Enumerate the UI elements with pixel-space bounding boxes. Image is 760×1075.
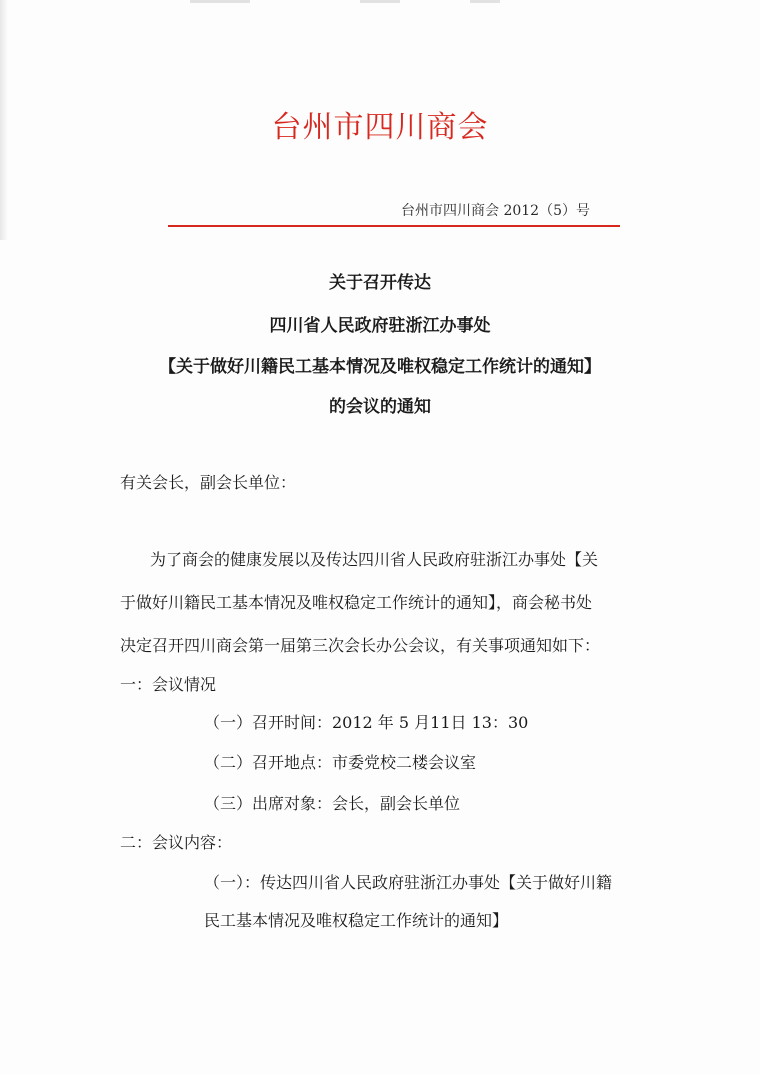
scan-speck xyxy=(190,0,250,3)
section2-title: 二：会议内容： xyxy=(120,833,233,852)
scan-speck xyxy=(470,0,500,3)
section2-item-line-2: 民工基本情况及唯权稳定工作统计的通知】 xyxy=(204,911,509,930)
org-name-title: 台州市四川商会 xyxy=(271,110,489,145)
document-number: 台州市四川商会 2012（5）号 xyxy=(401,203,590,219)
intro-line-3: 决定召开四川商会第一届第三次会长办公会议，有关事项通知如下： xyxy=(120,636,601,655)
addressee: 有关会长，副会长单位： xyxy=(120,473,297,492)
section2-item-line-1: （一）：传达四川省人民政府驻浙江办事处【关于做好川籍 xyxy=(204,873,613,892)
section1-title: 一：会议情况 xyxy=(120,675,217,694)
heading-line-1: 关于召开传达 xyxy=(329,273,431,293)
red-divider xyxy=(168,225,620,227)
section1-item-time: （一）召开时间：2012 年 5 月11日 13：30 xyxy=(204,713,529,732)
section1-item-place: （二）召开地点：市委党校二楼会议室 xyxy=(204,753,477,772)
intro-line-2: 于做好川籍民工基本情况及唯权稳定工作统计的通知】，商会秘书处 xyxy=(120,593,593,612)
scan-speck xyxy=(360,0,400,3)
intro-line-1: 为了商会的健康发展以及传达四川省人民政府驻浙江办事处【关 xyxy=(150,550,599,569)
heading-line-3: 【关于做好川籍民工基本情况及唯权稳定工作统计的通知】 xyxy=(159,357,601,377)
section1-item-attendees: （三）出席对象：会长，副会长单位 xyxy=(204,794,461,813)
heading-line-4: 的会议的通知 xyxy=(329,397,431,417)
heading-line-2: 四川省人民政府驻浙江办事处 xyxy=(269,316,491,336)
